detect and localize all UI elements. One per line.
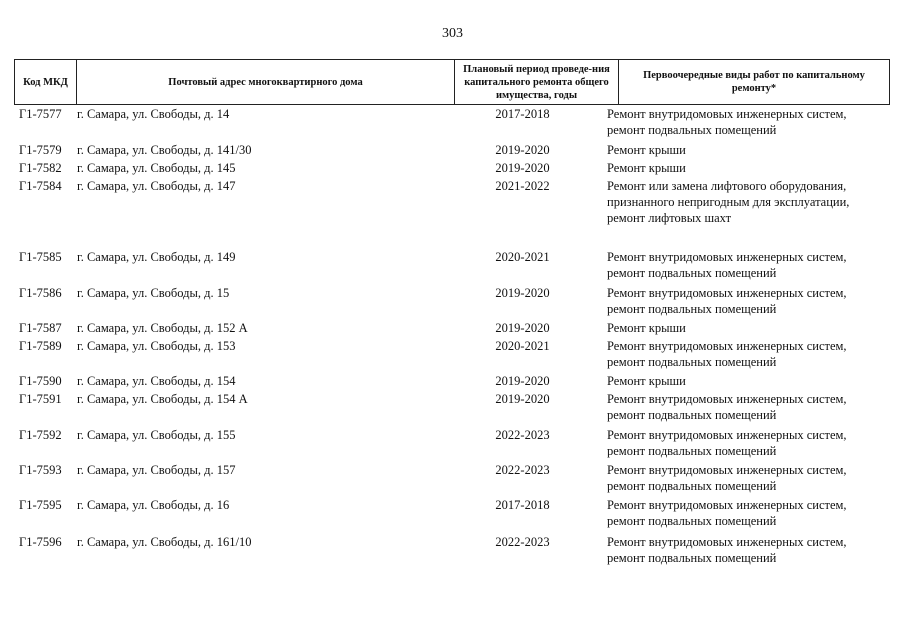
cell-code: Г1-7582: [19, 161, 62, 175]
cell-works-line: Ремонт внутридомовых инженерных систем,: [607, 250, 847, 264]
cell-address: г. Самара, ул. Свободы, д. 154 А: [77, 392, 248, 406]
cell-address: г. Самара, ул. Свободы, д. 141/30: [77, 143, 252, 157]
cell-period: 2019-2020: [495, 161, 550, 175]
column-header-address: Почтовый адрес многоквартирного дома: [76, 60, 454, 104]
column-header-period: Плановый период проведе-ния капитального ремонта общего имущества, годы: [454, 60, 618, 104]
cell-address: г. Самара, ул. Свободы, д. 161/10: [77, 535, 252, 549]
page-number: 303: [442, 26, 463, 41]
cell-period: 2019-2020: [495, 374, 550, 388]
cell-code: Г1-7593: [19, 463, 62, 477]
cell-works-line: ремонт подвальных помещений: [607, 514, 777, 528]
cell-period: 2019-2020: [495, 286, 550, 300]
cell-works: [607, 534, 892, 566]
cell-code: Г1-7589: [19, 339, 62, 353]
cell-works-line: ремонт подвальных помещений: [607, 444, 777, 458]
cell-works: [607, 497, 892, 529]
cell-code: Г1-7587: [19, 321, 62, 335]
cell-period: 2021-2022: [495, 179, 550, 193]
cell-works-line: ремонт подвальных помещений: [607, 123, 777, 137]
cell-code: Г1-7579: [19, 143, 62, 157]
cell-address: г. Самара, ул. Свободы, д. 153: [77, 339, 236, 353]
cell-period: 2017-2018: [495, 107, 550, 121]
cell-code: Г1-7584: [19, 179, 62, 193]
cell-works: [607, 427, 892, 459]
cell-code: Г1-7586: [19, 286, 62, 300]
cell-works: [607, 178, 892, 226]
cell-code: Г1-7585: [19, 250, 62, 264]
cell-address: г. Самара, ул. Свободы, д. 157: [77, 463, 236, 477]
cell-works-line: Ремонт внутридомовых инженерных систем,: [607, 535, 847, 549]
cell-works-line: ремонт подвальных помещений: [607, 408, 777, 422]
cell-works: [607, 160, 892, 176]
cell-address: г. Самара, ул. Свободы, д. 16: [77, 498, 230, 512]
cell-period: 2022-2023: [495, 428, 550, 442]
cell-works-line: Ремонт внутридомовых инженерных систем,: [607, 428, 847, 442]
cell-works: [607, 249, 892, 281]
cell-code: Г1-7590: [19, 374, 62, 388]
cell-works-line: Ремонт внутридомовых инженерных систем,: [607, 107, 847, 121]
cell-works-line: Ремонт внутридомовых инженерных систем,: [607, 392, 847, 406]
cell-works: [607, 338, 892, 370]
cell-works-line: ремонт подвальных помещений: [607, 551, 777, 565]
cell-works-line: Ремонт внутридомовых инженерных систем,: [607, 339, 847, 353]
cell-address: г. Самара, ул. Свободы, д. 145: [77, 161, 236, 175]
cell-address: г. Самара, ул. Свободы, д. 15: [77, 286, 230, 300]
cell-works-line: Ремонт крыши: [607, 143, 686, 157]
cell-works-line: Ремонт внутридомовых инженерных систем,: [607, 463, 847, 477]
cell-address: г. Самара, ул. Свободы, д. 155: [77, 428, 236, 442]
cell-works-line: ремонт подвальных помещений: [607, 479, 777, 493]
cell-works-line: Ремонт или замена лифтового оборудования,: [607, 179, 847, 193]
cell-period: 2017-2018: [495, 498, 550, 512]
cell-works-line: ремонт подвальных помещений: [607, 355, 777, 369]
cell-code: Г1-7596: [19, 535, 62, 549]
cell-period: 2022-2023: [495, 463, 550, 477]
cell-works-line: Ремонт крыши: [607, 374, 686, 388]
cell-period: 2019-2020: [495, 321, 550, 335]
cell-period: 2019-2020: [495, 143, 550, 157]
cell-address: г. Самара, ул. Свободы, д. 149: [77, 250, 236, 264]
cell-period: 2022-2023: [495, 535, 550, 549]
column-header-code: Код МКД: [23, 76, 68, 88]
cell-address: г. Самара, ул. Свободы, д. 154: [77, 374, 236, 388]
cell-works: [607, 285, 892, 317]
cell-address: г. Самара, ул. Свободы, д. 147: [77, 179, 236, 193]
cell-works: [607, 142, 892, 158]
cell-works-line: Ремонт внутридомовых инженерных систем,: [607, 286, 847, 300]
cell-works-line: Ремонт крыши: [607, 161, 686, 175]
cell-works: [607, 373, 892, 389]
cell-works-line: Ремонт внутридомовых инженерных систем,: [607, 498, 847, 512]
cell-period: 2020-2021: [495, 250, 550, 264]
cell-works: [607, 462, 892, 494]
cell-works-line: ремонт подвальных помещений: [607, 302, 777, 316]
cell-address: г. Самара, ул. Свободы, д. 152 А: [77, 321, 248, 335]
cell-code: Г1-7592: [19, 428, 62, 442]
cell-works-line: ремонт подвальных помещений: [607, 266, 777, 280]
cell-works: [607, 320, 892, 336]
cell-period: 2020-2021: [495, 339, 550, 353]
cell-works-line: Ремонт крыши: [607, 321, 686, 335]
cell-works: [607, 106, 892, 138]
column-header-works: Первоочередные виды работ по капитальному ремонту*: [618, 60, 889, 104]
cell-code: Г1-7591: [19, 392, 62, 406]
cell-works-line: признанного непригодным для эксплуатации,: [607, 195, 850, 209]
cell-period: 2019-2020: [495, 392, 550, 406]
cell-code: Г1-7577: [19, 107, 62, 121]
cell-works: [607, 391, 892, 423]
cell-address: г. Самара, ул. Свободы, д. 14: [77, 107, 230, 121]
cell-code: Г1-7595: [19, 498, 62, 512]
cell-works-line: ремонт лифтовых шахт: [607, 211, 732, 225]
